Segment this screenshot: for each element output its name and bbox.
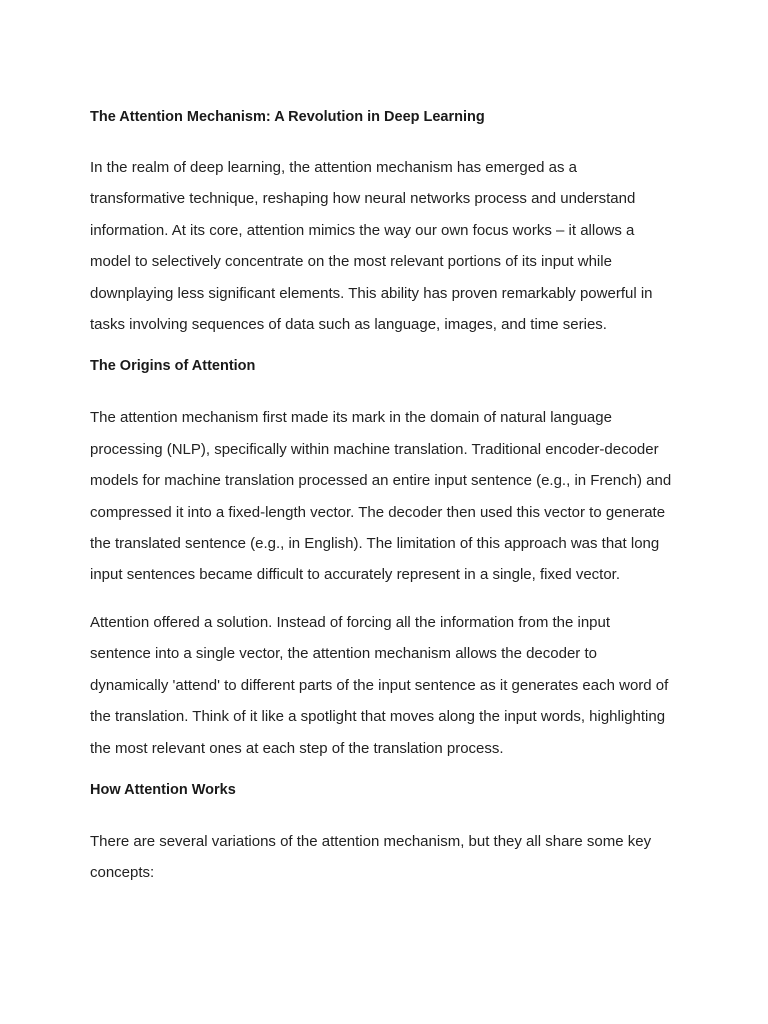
how-attention-works-paragraph: [90, 826, 690, 889]
text-line: transformative technique, reshaping how neural networks process and understand: [90, 190, 636, 208]
text-line: input sentences became difficult to accurately represent in a single, fixed vector.: [90, 566, 621, 584]
text-line: In the realm of deep learning, the attention mechanism has emerged as a: [90, 159, 577, 176]
text-line: compressed it into a fixed-length vector. The decoder then used this vector to generate: [90, 503, 666, 521]
intro-paragraph: [90, 152, 690, 340]
text-line: The attention mechanism first made its mark in the domain of natural language: [90, 409, 612, 427]
text-line: There are several variations of the attention mechanism, but they all share some key: [90, 832, 652, 850]
text-line: sentence into a single vector, the attention mechanism allows the decoder to: [90, 645, 597, 663]
document-page: [90, 107, 690, 905]
text-line: information. At its core, attention mimics the way our own focus works – it allows a: [90, 221, 635, 239]
text-line: processing (NLP), specifically within machine translation. Traditional encoder-decoder: [90, 440, 659, 458]
document-title: The Attention Mechanism: A Revolution in Deep Learning: [90, 109, 485, 125]
section-heading-how-attention-works: How Attention Works: [90, 781, 236, 798]
text-line: concepts:: [90, 864, 155, 882]
text-line: Attention offered a solution. Instead of forcing all the information from the input: [90, 613, 611, 631]
text-line: model to selectively concentrate on the most relevant portions of its input while: [90, 253, 612, 271]
text-line: the most relevant ones at each step of the translation process.: [90, 739, 504, 757]
text-line: the translation. Think of it like a spotlight that moves along the input words, highlighting: [90, 708, 666, 726]
section-heading-origins: The Origins of Attention: [90, 358, 256, 375]
origins-paragraph-1: [90, 402, 690, 590]
text-line: models for machine translation processed an entire input sentence (e.g., in French) and: [90, 472, 672, 490]
text-line: tasks involving sequences of data such as language, images, and time series.: [90, 316, 607, 334]
origins-paragraph-2: [90, 607, 690, 764]
text-line: downplaying less significant elements. This ability has proven remarkably powerful in: [90, 284, 653, 302]
text-line: dynamically 'attend' to different parts of the input sentence as it generates each word of: [90, 676, 669, 694]
text-line: the translated sentence (e.g., in English). The limitation of this approach was that long: [90, 535, 660, 553]
